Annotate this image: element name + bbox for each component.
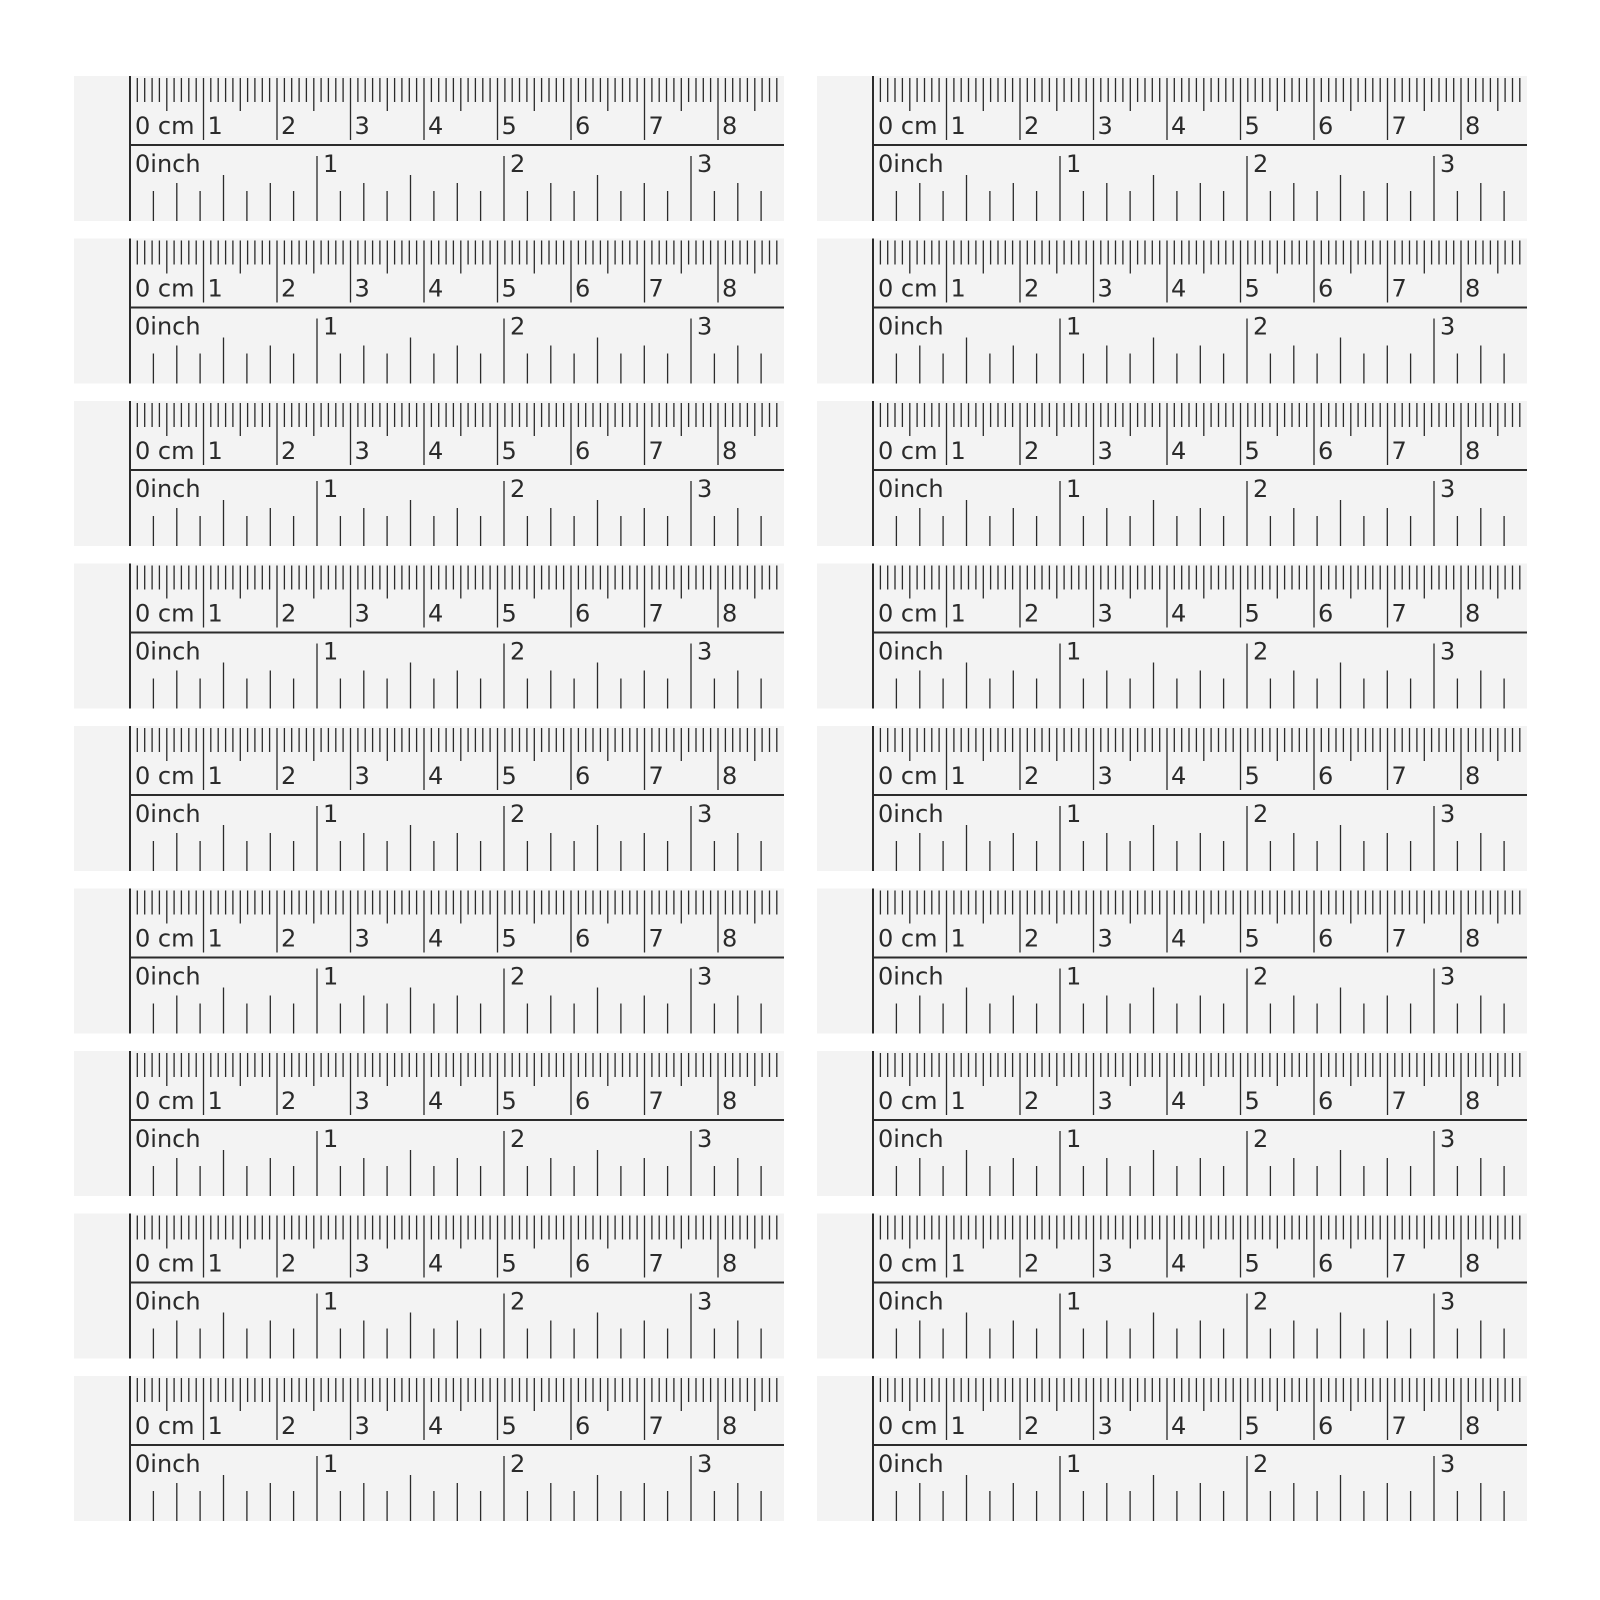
- cm-label: 4: [1171, 1412, 1187, 1440]
- inch-label: 2: [1253, 800, 1269, 828]
- cm-label: 1: [207, 599, 223, 628]
- cm-label: 3: [1097, 112, 1113, 140]
- ruler-body: [74, 76, 784, 221]
- cm-label: 5: [1244, 274, 1260, 303]
- ruler-body: [74, 1051, 784, 1196]
- ruler-strip: [817, 726, 1527, 871]
- inch-label: 3: [697, 1287, 713, 1316]
- cm-label: 3: [354, 1249, 370, 1278]
- cm-label: 2: [1024, 924, 1040, 953]
- cm-label: 8: [722, 112, 738, 140]
- cm-label: 4: [428, 599, 444, 628]
- cm-label: 5: [501, 599, 517, 628]
- cm-label: 1: [950, 762, 966, 790]
- ruler-body: [817, 1376, 1527, 1521]
- cm-label: 2: [281, 1087, 297, 1115]
- cm-label: 2: [281, 1412, 297, 1440]
- inch-label: 3: [1440, 475, 1456, 503]
- cm-unit-label: 0 cm: [135, 112, 195, 140]
- inch-label: 2: [1253, 150, 1269, 178]
- cm-unit-label: 0 cm: [878, 599, 938, 628]
- cm-label: 5: [1244, 437, 1260, 465]
- cm-label: 3: [354, 437, 370, 465]
- cm-label: 2: [1024, 1412, 1040, 1440]
- cm-unit-label: 0 cm: [878, 274, 938, 303]
- cm-label: 8: [1465, 437, 1481, 465]
- cm-label: 7: [1391, 274, 1407, 303]
- ruler-body: [74, 401, 784, 546]
- cm-label: 7: [648, 762, 664, 790]
- ruler-body: [74, 564, 784, 709]
- cm-label: 1: [207, 762, 223, 790]
- cm-label: 7: [1391, 1087, 1407, 1115]
- cm-unit-label: 0 cm: [135, 437, 195, 465]
- cm-label: 2: [281, 437, 297, 465]
- cm-label: 1: [950, 1412, 966, 1440]
- ruler-strip: [817, 1214, 1527, 1359]
- cm-label: 5: [1244, 1412, 1260, 1440]
- cm-label: 2: [1024, 599, 1040, 628]
- cm-label: 7: [1391, 437, 1407, 465]
- cm-label: 8: [1465, 762, 1481, 790]
- cm-label: 7: [1391, 762, 1407, 790]
- cm-label: 1: [207, 274, 223, 303]
- inch-label: 3: [697, 1125, 713, 1153]
- cm-label: 1: [950, 599, 966, 628]
- ruler-strip: [817, 1376, 1527, 1521]
- cm-label: 8: [1465, 274, 1481, 303]
- cm-label: 6: [575, 924, 591, 953]
- cm-label: 5: [501, 762, 517, 790]
- cm-label: 7: [648, 599, 664, 628]
- inch-label: 3: [1440, 150, 1456, 178]
- cm-label: 3: [1097, 437, 1113, 465]
- cm-label: 2: [1024, 1249, 1040, 1278]
- inch-label: 1: [323, 150, 339, 178]
- inch-label: 2: [1253, 475, 1269, 503]
- cm-label: 8: [1465, 599, 1481, 628]
- inch-unit-label: 0inch: [878, 475, 944, 503]
- cm-label: 7: [1391, 924, 1407, 953]
- inch-label: 3: [697, 1450, 713, 1478]
- cm-label: 2: [1024, 274, 1040, 303]
- inch-label: 1: [1066, 1450, 1082, 1478]
- cm-label: 2: [281, 599, 297, 628]
- cm-label: 3: [1097, 1087, 1113, 1115]
- cm-label: 1: [950, 1087, 966, 1115]
- inch-label: 3: [697, 800, 713, 828]
- cm-label: 6: [1318, 1087, 1334, 1115]
- cm-label: 6: [575, 762, 591, 790]
- cm-label: 5: [501, 1087, 517, 1115]
- cm-label: 4: [428, 762, 444, 790]
- cm-label: 5: [501, 1249, 517, 1278]
- inch-label: 2: [1253, 1450, 1269, 1478]
- cm-label: 2: [1024, 1087, 1040, 1115]
- inch-label: 1: [1066, 800, 1082, 828]
- cm-label: 7: [1391, 112, 1407, 140]
- inch-label: 3: [697, 150, 713, 178]
- cm-label: 4: [1171, 437, 1187, 465]
- inch-unit-label: 0inch: [135, 475, 201, 503]
- inch-label: 2: [1253, 962, 1269, 991]
- cm-label: 6: [575, 274, 591, 303]
- cm-label: 3: [1097, 599, 1113, 628]
- inch-unit-label: 0inch: [135, 637, 201, 666]
- inch-label: 2: [1253, 312, 1269, 341]
- cm-label: 1: [207, 924, 223, 953]
- cm-label: 6: [575, 1087, 591, 1115]
- cm-label: 8: [1465, 1087, 1481, 1115]
- cm-label: 6: [1318, 599, 1334, 628]
- cm-unit-label: 0 cm: [878, 1412, 938, 1440]
- inch-unit-label: 0inch: [135, 150, 201, 178]
- inch-label: 2: [1253, 1287, 1269, 1316]
- cm-unit-label: 0 cm: [878, 437, 938, 465]
- cm-label: 7: [648, 274, 664, 303]
- cm-unit-label: 0 cm: [135, 924, 195, 953]
- inch-label: 3: [697, 637, 713, 666]
- cm-unit-label: 0 cm: [135, 274, 195, 303]
- cm-label: 4: [1171, 762, 1187, 790]
- ruler-strip: [817, 76, 1527, 221]
- cm-label: 4: [428, 1249, 444, 1278]
- inch-unit-label: 0inch: [135, 312, 201, 341]
- cm-label: 1: [207, 112, 223, 140]
- ruler-strip: [74, 76, 784, 221]
- inch-unit-label: 0inch: [135, 962, 201, 991]
- cm-label: 1: [950, 437, 966, 465]
- cm-label: 5: [501, 1412, 517, 1440]
- ruler-body: [817, 76, 1527, 221]
- inch-unit-label: 0inch: [878, 1450, 944, 1478]
- cm-label: 4: [1171, 112, 1187, 140]
- cm-label: 5: [501, 274, 517, 303]
- cm-label: 6: [1318, 437, 1334, 465]
- cm-label: 3: [354, 1087, 370, 1115]
- cm-label: 5: [1244, 112, 1260, 140]
- cm-unit-label: 0 cm: [878, 112, 938, 140]
- cm-label: 7: [1391, 1249, 1407, 1278]
- cm-label: 3: [354, 762, 370, 790]
- cm-label: 2: [281, 1249, 297, 1278]
- inch-unit-label: 0inch: [135, 1450, 201, 1478]
- inch-label: 1: [323, 1125, 339, 1153]
- inch-label: 1: [323, 1450, 339, 1478]
- cm-label: 6: [575, 1412, 591, 1440]
- cm-label: 7: [1391, 1412, 1407, 1440]
- cm-label: 8: [1465, 924, 1481, 953]
- cm-label: 4: [428, 274, 444, 303]
- cm-label: 3: [1097, 274, 1113, 303]
- inch-label: 2: [510, 475, 526, 503]
- cm-label: 3: [354, 274, 370, 303]
- cm-label: 6: [1318, 924, 1334, 953]
- inch-unit-label: 0inch: [135, 1125, 201, 1153]
- inch-label: 2: [510, 312, 526, 341]
- inch-unit-label: 0inch: [878, 800, 944, 828]
- cm-label: 6: [1318, 112, 1334, 140]
- cm-label: 5: [1244, 924, 1260, 953]
- cm-unit-label: 0 cm: [878, 1249, 938, 1278]
- ruler-strip: [74, 401, 784, 546]
- cm-label: 7: [1391, 599, 1407, 628]
- inch-label: 3: [697, 475, 713, 503]
- cm-unit-label: 0 cm: [135, 1087, 195, 1115]
- inch-unit-label: 0inch: [878, 150, 944, 178]
- ruler-strip: [74, 726, 784, 871]
- cm-unit-label: 0 cm: [135, 762, 195, 790]
- cm-label: 6: [575, 437, 591, 465]
- cm-label: 8: [1465, 1412, 1481, 1440]
- ruler-body: [817, 889, 1527, 1034]
- cm-label: 7: [648, 1249, 664, 1278]
- cm-label: 3: [1097, 924, 1113, 953]
- ruler-strip: [74, 889, 784, 1034]
- ruler-body: [74, 889, 784, 1034]
- cm-label: 5: [1244, 1087, 1260, 1115]
- cm-label: 5: [501, 437, 517, 465]
- cm-label: 2: [281, 762, 297, 790]
- inch-unit-label: 0inch: [878, 1287, 944, 1316]
- cm-label: 4: [1171, 274, 1187, 303]
- cm-label: 1: [207, 1087, 223, 1115]
- cm-label: 7: [648, 924, 664, 953]
- cm-label: 4: [1171, 1249, 1187, 1278]
- ruler-body: [817, 1051, 1527, 1196]
- cm-label: 1: [207, 437, 223, 465]
- cm-label: 5: [501, 112, 517, 140]
- ruler-strip: [74, 564, 784, 709]
- inch-unit-label: 0inch: [135, 800, 201, 828]
- cm-label: 1: [950, 1249, 966, 1278]
- inch-unit-label: 0inch: [878, 962, 944, 991]
- inch-label: 1: [1066, 312, 1082, 341]
- cm-label: 4: [1171, 924, 1187, 953]
- cm-label: 4: [428, 1087, 444, 1115]
- ruler-body: [817, 401, 1527, 546]
- ruler-strip: [74, 1214, 784, 1359]
- cm-label: 4: [1171, 599, 1187, 628]
- cm-label: 3: [354, 112, 370, 140]
- inch-label: 2: [1253, 637, 1269, 666]
- cm-label: 3: [354, 599, 370, 628]
- cm-label: 3: [354, 1412, 370, 1440]
- ruler-body: [817, 564, 1527, 709]
- cm-label: 6: [575, 112, 591, 140]
- cm-label: 5: [1244, 599, 1260, 628]
- cm-label: 8: [722, 599, 738, 628]
- cm-label: 2: [281, 924, 297, 953]
- cm-label: 5: [501, 924, 517, 953]
- cm-label: 1: [950, 274, 966, 303]
- inch-label: 2: [510, 637, 526, 666]
- cm-label: 3: [354, 924, 370, 953]
- ruler-body: [817, 1214, 1527, 1359]
- cm-label: 3: [1097, 762, 1113, 790]
- inch-label: 3: [1440, 1125, 1456, 1153]
- cm-label: 5: [1244, 762, 1260, 790]
- cm-label: 2: [1024, 762, 1040, 790]
- inch-label: 1: [1066, 1287, 1082, 1316]
- cm-label: 2: [1024, 112, 1040, 140]
- cm-label: 4: [428, 112, 444, 140]
- inch-label: 3: [1440, 800, 1456, 828]
- cm-label: 5: [1244, 1249, 1260, 1278]
- ruler-strip: [74, 1376, 784, 1521]
- cm-label: 8: [722, 924, 738, 953]
- inch-label: 1: [323, 637, 339, 666]
- cm-label: 8: [1465, 1249, 1481, 1278]
- cm-label: 1: [950, 112, 966, 140]
- inch-label: 2: [510, 1450, 526, 1478]
- inch-label: 2: [510, 962, 526, 991]
- inch-label: 1: [323, 475, 339, 503]
- cm-label: 8: [1465, 112, 1481, 140]
- cm-unit-label: 0 cm: [135, 599, 195, 628]
- cm-label: 7: [648, 112, 664, 140]
- inch-label: 1: [1066, 637, 1082, 666]
- cm-label: 6: [1318, 1249, 1334, 1278]
- ruler-body: [74, 1376, 784, 1521]
- inch-label: 2: [510, 1125, 526, 1153]
- cm-label: 4: [428, 924, 444, 953]
- cm-label: 8: [722, 762, 738, 790]
- inch-label: 1: [1066, 475, 1082, 503]
- cm-label: 8: [722, 1412, 738, 1440]
- inch-label: 3: [1440, 1450, 1456, 1478]
- inch-unit-label: 0inch: [135, 1287, 201, 1316]
- cm-label: 4: [428, 1412, 444, 1440]
- inch-label: 2: [510, 150, 526, 178]
- cm-label: 1: [207, 1412, 223, 1440]
- cm-label: 6: [575, 599, 591, 628]
- inch-label: 3: [1440, 1287, 1456, 1316]
- inch-label: 2: [510, 800, 526, 828]
- ruler-body: [74, 1214, 784, 1359]
- cm-label: 2: [1024, 437, 1040, 465]
- cm-label: 7: [648, 1412, 664, 1440]
- cm-label: 2: [281, 112, 297, 140]
- inch-label: 1: [323, 1287, 339, 1316]
- ruler-strip: [817, 401, 1527, 546]
- inch-label: 3: [1440, 962, 1456, 991]
- cm-label: 8: [722, 274, 738, 303]
- ruler-strip: [817, 239, 1527, 384]
- cm-unit-label: 0 cm: [135, 1412, 195, 1440]
- inch-label: 3: [1440, 637, 1456, 666]
- cm-label: 6: [1318, 1412, 1334, 1440]
- inch-label: 3: [697, 312, 713, 341]
- cm-label: 1: [207, 1249, 223, 1278]
- cm-label: 6: [575, 1249, 591, 1278]
- ruler-body: [817, 239, 1527, 384]
- inch-unit-label: 0inch: [878, 1125, 944, 1153]
- cm-label: 3: [1097, 1412, 1113, 1440]
- ruler-body: [74, 726, 784, 871]
- cm-label: 1: [950, 924, 966, 953]
- inch-label: 1: [323, 800, 339, 828]
- cm-unit-label: 0 cm: [135, 1249, 195, 1278]
- ruler-body: [74, 239, 784, 384]
- inch-unit-label: 0inch: [878, 312, 944, 341]
- inch-label: 1: [1066, 962, 1082, 991]
- ruler-strip: [74, 1051, 784, 1196]
- cm-label: 3: [1097, 1249, 1113, 1278]
- cm-label: 4: [1171, 1087, 1187, 1115]
- ruler-strip: [817, 564, 1527, 709]
- cm-unit-label: 0 cm: [878, 762, 938, 790]
- cm-label: 6: [1318, 762, 1334, 790]
- ruler-body: [817, 726, 1527, 871]
- inch-unit-label: 0inch: [878, 637, 944, 666]
- cm-label: 7: [648, 437, 664, 465]
- cm-label: 2: [281, 274, 297, 303]
- cm-label: 8: [722, 1249, 738, 1278]
- cm-label: 4: [428, 437, 444, 465]
- cm-label: 8: [722, 437, 738, 465]
- ruler-strip: [817, 889, 1527, 1034]
- inch-label: 1: [323, 312, 339, 341]
- cm-label: 8: [722, 1087, 738, 1115]
- inch-label: 3: [697, 962, 713, 991]
- inch-label: 2: [1253, 1125, 1269, 1153]
- inch-label: 1: [1066, 1125, 1082, 1153]
- ruler-strip: [817, 1051, 1527, 1196]
- inch-label: 2: [510, 1287, 526, 1316]
- cm-label: 6: [1318, 274, 1334, 303]
- inch-label: 3: [1440, 312, 1456, 341]
- inch-label: 1: [1066, 150, 1082, 178]
- cm-label: 7: [648, 1087, 664, 1115]
- cm-unit-label: 0 cm: [878, 924, 938, 953]
- inch-label: 1: [323, 962, 339, 991]
- cm-unit-label: 0 cm: [878, 1087, 938, 1115]
- ruler-strip: [74, 239, 784, 384]
